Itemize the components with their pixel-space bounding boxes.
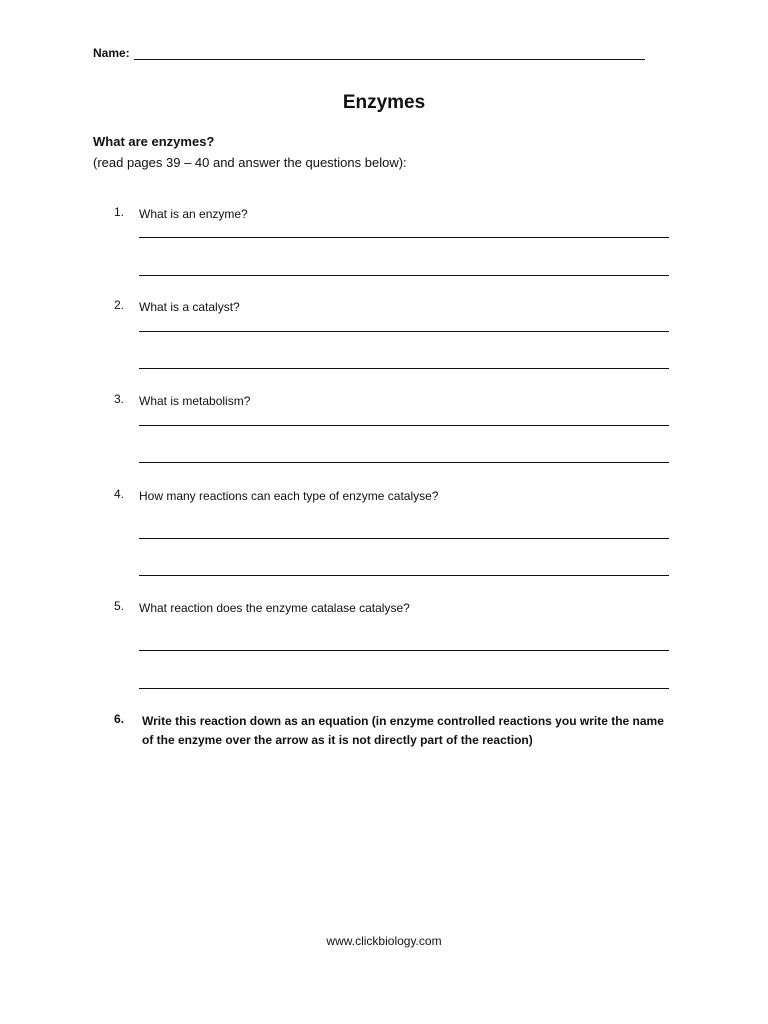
question-5-text: What reaction does the enzyme catalase catalyse?	[139, 601, 410, 615]
question-2-text: What is a catalyst?	[139, 300, 240, 314]
section-heading: What are enzymes?	[93, 134, 215, 149]
page-title: Enzymes	[342, 92, 426, 113]
question-4-text: How many reactions can each type of enzyme catalyse?	[139, 489, 439, 503]
instructions-text: (read pages 39 – 40 and answer the questions below):	[93, 155, 407, 170]
question-5-answer-line-1[interactable]	[139, 650, 669, 651]
question-1-answer-line-2[interactable]	[139, 275, 669, 276]
name-label: Name:	[93, 46, 130, 60]
question-6-text: Write this reaction down as an equation (in enzyme controlled reactions you write the name of the enzyme over the arrow as it is not directly part of the reaction)	[142, 714, 664, 747]
name-field[interactable]	[93, 42, 645, 60]
question-5-number: 5.	[114, 599, 125, 613]
question-4-number: 4.	[114, 487, 125, 501]
question-6-number: 6.	[114, 712, 125, 726]
question-1-answer-line-1[interactable]	[139, 237, 669, 238]
footer-website: www.clickbiology.com	[326, 934, 442, 948]
question-1-text: What is an enzyme?	[139, 207, 248, 221]
question-1-number: 1.	[114, 205, 125, 219]
question-3-text: What is metabolism?	[139, 394, 251, 408]
question-2-answer-line-2[interactable]	[139, 368, 669, 369]
question-3-answer-line-2[interactable]	[139, 462, 669, 463]
question-3-answer-line-1[interactable]	[139, 425, 669, 426]
name-input-line[interactable]	[134, 45, 645, 60]
question-2-answer-line-1[interactable]	[139, 331, 669, 332]
question-3-number: 3.	[114, 392, 125, 406]
question-5-answer-line-2[interactable]	[139, 688, 669, 689]
question-2-number: 2.	[114, 298, 125, 312]
question-4-answer-line-1[interactable]	[139, 538, 669, 539]
question-4-answer-line-2[interactable]	[139, 575, 669, 576]
